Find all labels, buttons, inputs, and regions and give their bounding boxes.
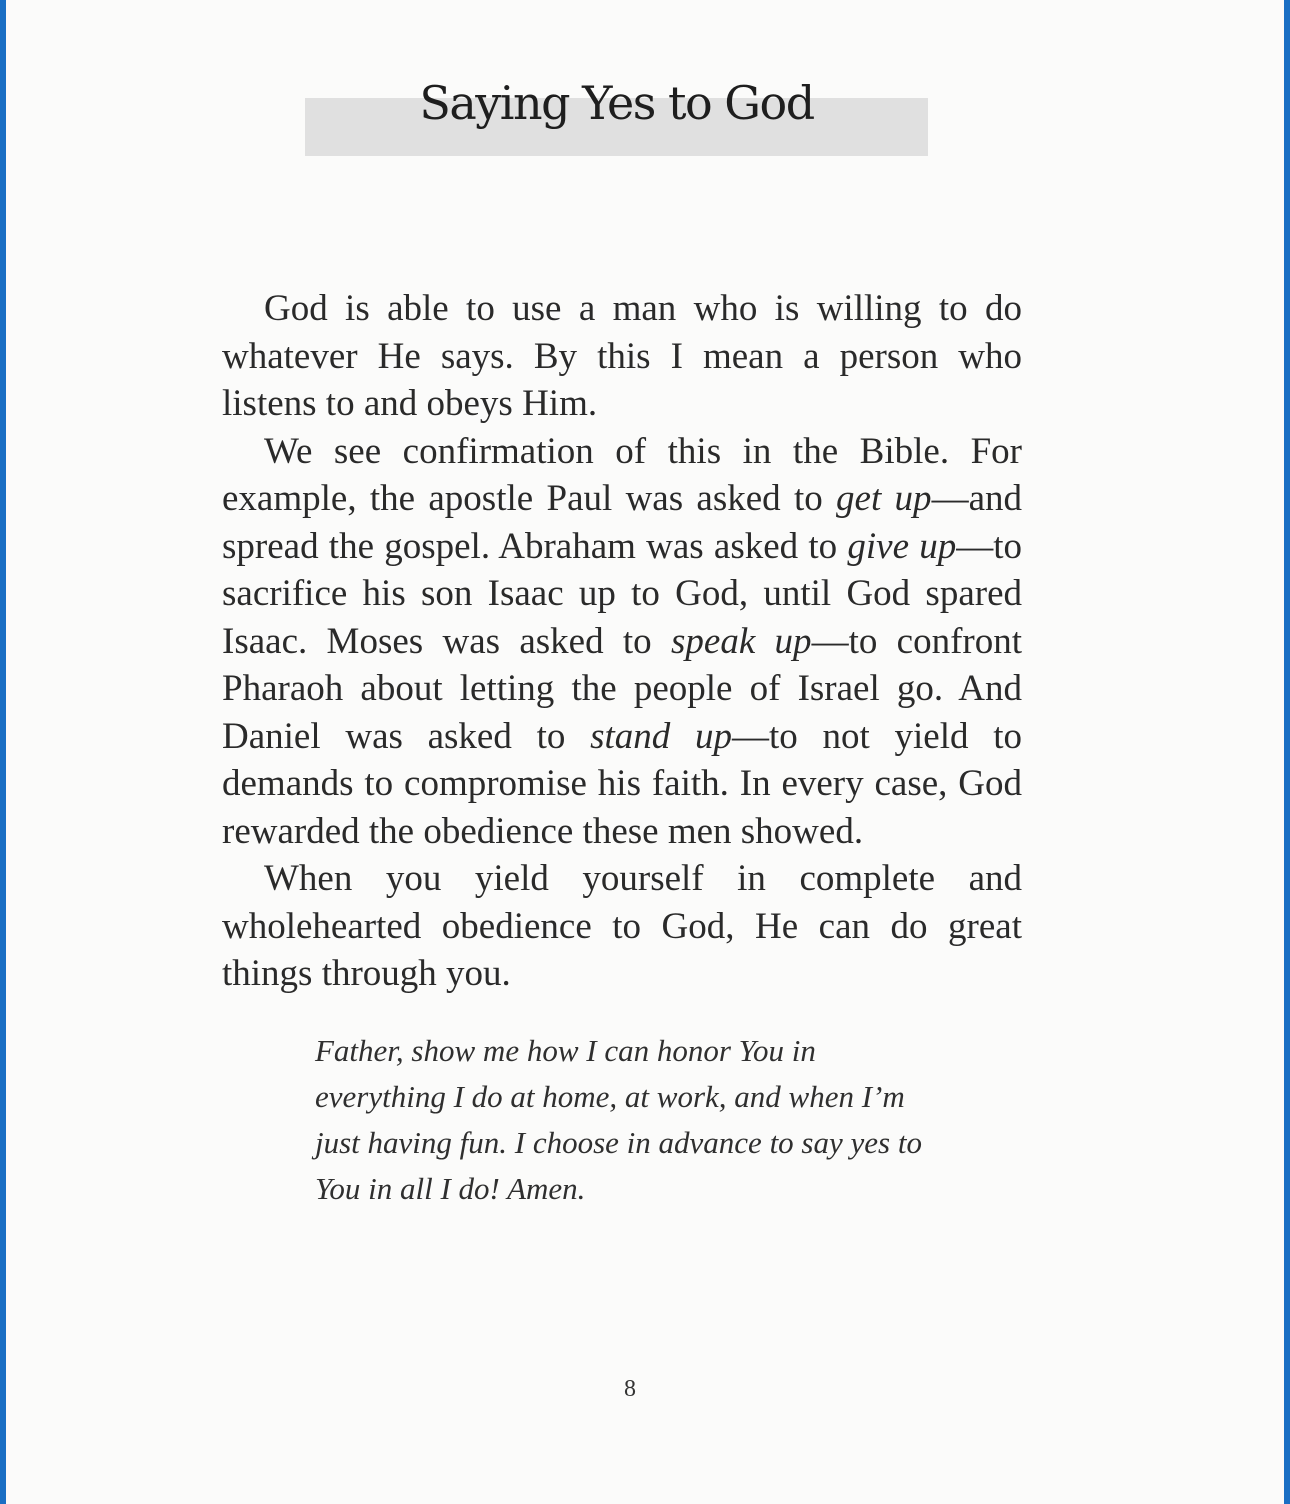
body-text: [222, 285, 1022, 998]
paragraph-2-text: —to confront Pharaoh about letting the people of Israel go. And Daniel was asked to: [222, 620, 1023, 757]
page-title: Saying Yes to God: [419, 76, 814, 130]
paragraph-2-text: —to not yield to demands to compromise his faith. In every case, God rewarded the obedience these men showed.: [222, 715, 1022, 852]
paragraph-2-text: —and spread the gospel. Abraham was asked to: [222, 478, 1022, 567]
paragraph-1: God is able to use a man who is willing to do whatever He says. By this I mean a person who listens to and obeys Him.: [222, 288, 1022, 424]
emphasis-stand-up: stand up: [590, 715, 732, 757]
frame-border-right: [1284, 0, 1290, 1504]
paragraph-2-text: —to sacrifice his son Isaac up to God, until God spared Isaac. Moses was asked to: [222, 525, 1023, 662]
paragraph-2-text: We see confirmation of this in the Bible. For example, the apostle Paul was asked to: [222, 430, 1022, 519]
emphasis-get-up: get up: [836, 478, 932, 519]
prayer-text: Father, show me how I can honor You in everything I do at home, at work, and when I’m just having fun. I choose in advance to say yes to You in all I do! Amen.: [315, 1033, 922, 1206]
emphasis-give-up: give up: [847, 525, 957, 567]
page-number: 8: [624, 1376, 636, 1402]
prayer-block: [315, 1028, 945, 1212]
paragraph-2: [222, 428, 1022, 856]
emphasis-speak-up: speak up: [671, 620, 812, 662]
paragraph-3: When you yield yourself in complete and wholehearted obedience to God, He can do great things through you.: [222, 858, 1022, 994]
